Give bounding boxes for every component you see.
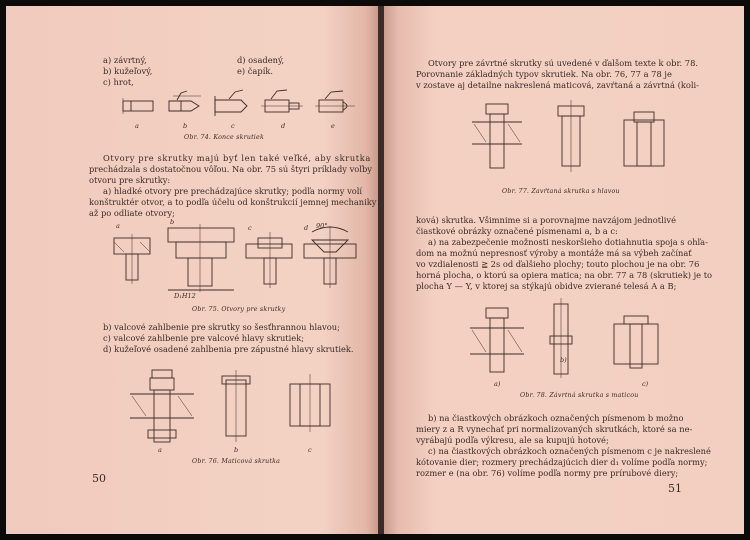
figure-77-cap-screw xyxy=(466,96,686,180)
figure-76-hex-bolt xyxy=(124,366,344,456)
paragraph-line: miery z a R vynechať pri normalizovaných skrutkách, ktoré sa ne- xyxy=(416,424,693,434)
paragraph-line: v zostave aj detailne nakreslená maticová, zavŕtaná a závrtná (koli- xyxy=(416,80,699,90)
paragraph-line: a) na zabezpečenie možnosti neskoršieho dotiahnutia spoja s ohľa- xyxy=(428,237,708,247)
bolt-a xyxy=(130,370,194,442)
page-number: 51 xyxy=(668,482,682,495)
paragraph-line: rozmer e (na obr. 76) volíme podľa normy pre prírubové diery; xyxy=(416,468,679,478)
paragraph-line: Otvory pre skrutky majú byť len také veľké, aby skrutka xyxy=(103,153,371,163)
figure-74-screw-ends xyxy=(111,88,361,134)
right-page xyxy=(384,6,744,534)
list-item-d: d) osadený, xyxy=(237,55,285,65)
hole-d xyxy=(304,226,356,288)
paragraph-line: vyrábajú podľa výkresu, ale sa kupujú hotové; xyxy=(416,435,609,445)
bolt-b xyxy=(222,370,250,442)
screw-end-d xyxy=(261,90,303,112)
screw-b xyxy=(558,100,584,172)
figure-74-caption: Obr. 74. Konce skrutiek xyxy=(184,134,264,141)
svg-text:b: b xyxy=(170,218,175,226)
svg-text:d: d xyxy=(304,224,309,232)
figure-75-caption: Obr. 75. Otvory pre skrutky xyxy=(192,306,286,313)
list-item-e: e) čapík. xyxy=(237,66,274,76)
figure-78-label-c: c) xyxy=(642,380,649,388)
paragraph-line: plocha Y — Y, v ktorej sa stýkajú obidve zvierané telesá A a B; xyxy=(416,281,677,291)
list-line: d) kužeľové osadené zahlbenia pre zápustné hlavy skrutiek. xyxy=(103,344,354,354)
svg-text:d: d xyxy=(281,122,286,130)
paragraph-line: vo vzdialenosti ≧ 2s od ďalšieho plochy; touto plochou je na obr. 76 xyxy=(416,259,700,269)
paragraph-line: ková) skrutka. Všimnime si a porovnajme navzájom jednotlivé xyxy=(416,215,676,225)
book-spread xyxy=(6,6,744,534)
figure-77-caption: Obr. 77. Zavŕtaná skrutka s hlavou xyxy=(502,188,620,195)
figure-78-label-a: a) xyxy=(494,380,501,388)
paragraph-line: dom na možnú nepresnosť výroby a montáže má sa výbeh začínať xyxy=(416,248,692,258)
svg-text:b: b xyxy=(183,122,188,130)
svg-text:a: a xyxy=(158,446,162,454)
list-line: b) valcové zahlbenie pre skrutky so šesťhrannou hlavou; xyxy=(103,322,340,332)
figure-78-caption: Obr. 78. Závrtná skrutka s maticou xyxy=(520,392,639,399)
list-item-c: c) hrot, xyxy=(103,77,134,87)
dimension-label: D₁H12 xyxy=(174,292,196,300)
bolt-c xyxy=(290,374,330,432)
hole-c xyxy=(246,232,292,288)
figure-75-bolt-holes xyxy=(106,218,366,303)
stud-c xyxy=(614,316,658,368)
paragraph-line: otvoru pre skrutky: xyxy=(89,175,171,185)
paragraph-line: konštruktér otvor, a to podľa účelu od konštrukcií jemnej mechaniky xyxy=(89,197,377,207)
svg-text:c: c xyxy=(308,446,312,454)
screw-end-c xyxy=(215,90,247,116)
page-number: 50 xyxy=(92,472,106,485)
svg-text:b: b xyxy=(234,446,239,454)
svg-text:c: c xyxy=(248,224,252,232)
paragraph-line: prechádzala s dostatočnou vôľou. Na obr. 75 sú štyri príklady voľby xyxy=(89,164,372,174)
hole-a xyxy=(114,234,150,284)
paragraph-line: kótovanie dier; rozmery prechádzajúcich dier d₁ volíme podľa normy; xyxy=(416,457,708,467)
figure-76-caption: Obr. 76. Maticová skrutka xyxy=(192,458,281,465)
screw-end-b xyxy=(169,91,201,111)
svg-text:e: e xyxy=(331,122,335,130)
hole-b xyxy=(168,224,234,292)
screw-end-e xyxy=(315,91,355,112)
paragraph-line: až po odliate otvory; xyxy=(89,208,175,218)
paragraph-line: čiastkové obrázky označené písmenami a, b a c: xyxy=(416,226,618,236)
list-item-b: b) kužeľový, xyxy=(103,66,153,76)
paragraph-line: Porovnanie základných typov skrutiek. Na obr. 76, 77 a 78 je xyxy=(416,69,672,79)
figure-78-stud-bolt xyxy=(464,296,684,388)
paragraph-line: horná plocha, o ktorú sa opiera matica; na obr. 77 a 78 (skrutiek) je to xyxy=(416,270,713,280)
paragraph-line: a) hladké otvory pre prechádzajúce skrutky; podľa normy volí xyxy=(103,186,363,196)
screw-end-a xyxy=(123,98,153,114)
screw-a xyxy=(472,104,522,168)
paragraph-line: Otvory pre závrtné skrutky sú uvedené v ďalšom texte k obr. 78. xyxy=(428,58,698,68)
screw-c xyxy=(624,112,664,166)
list-item-a: a) závrtný, xyxy=(103,55,147,65)
svg-text:c: c xyxy=(231,122,235,130)
svg-text:a: a xyxy=(135,122,139,130)
svg-text:a: a xyxy=(116,222,120,230)
paragraph-line: b) na čiastkových obrázkoch označených písmenom b možno xyxy=(428,413,684,423)
stud-a xyxy=(470,308,524,372)
figure-78-label-b: b) xyxy=(560,356,567,364)
paragraph-line: c) na čiastkových obrázkoch označených písmenom c je nakreslené xyxy=(428,446,711,456)
stud-b xyxy=(550,298,572,378)
angle-label: 90° xyxy=(316,222,328,230)
list-line: c) valcové zahlbenie pre valcové hlavy skrutiek; xyxy=(103,333,305,343)
left-page xyxy=(6,6,378,534)
